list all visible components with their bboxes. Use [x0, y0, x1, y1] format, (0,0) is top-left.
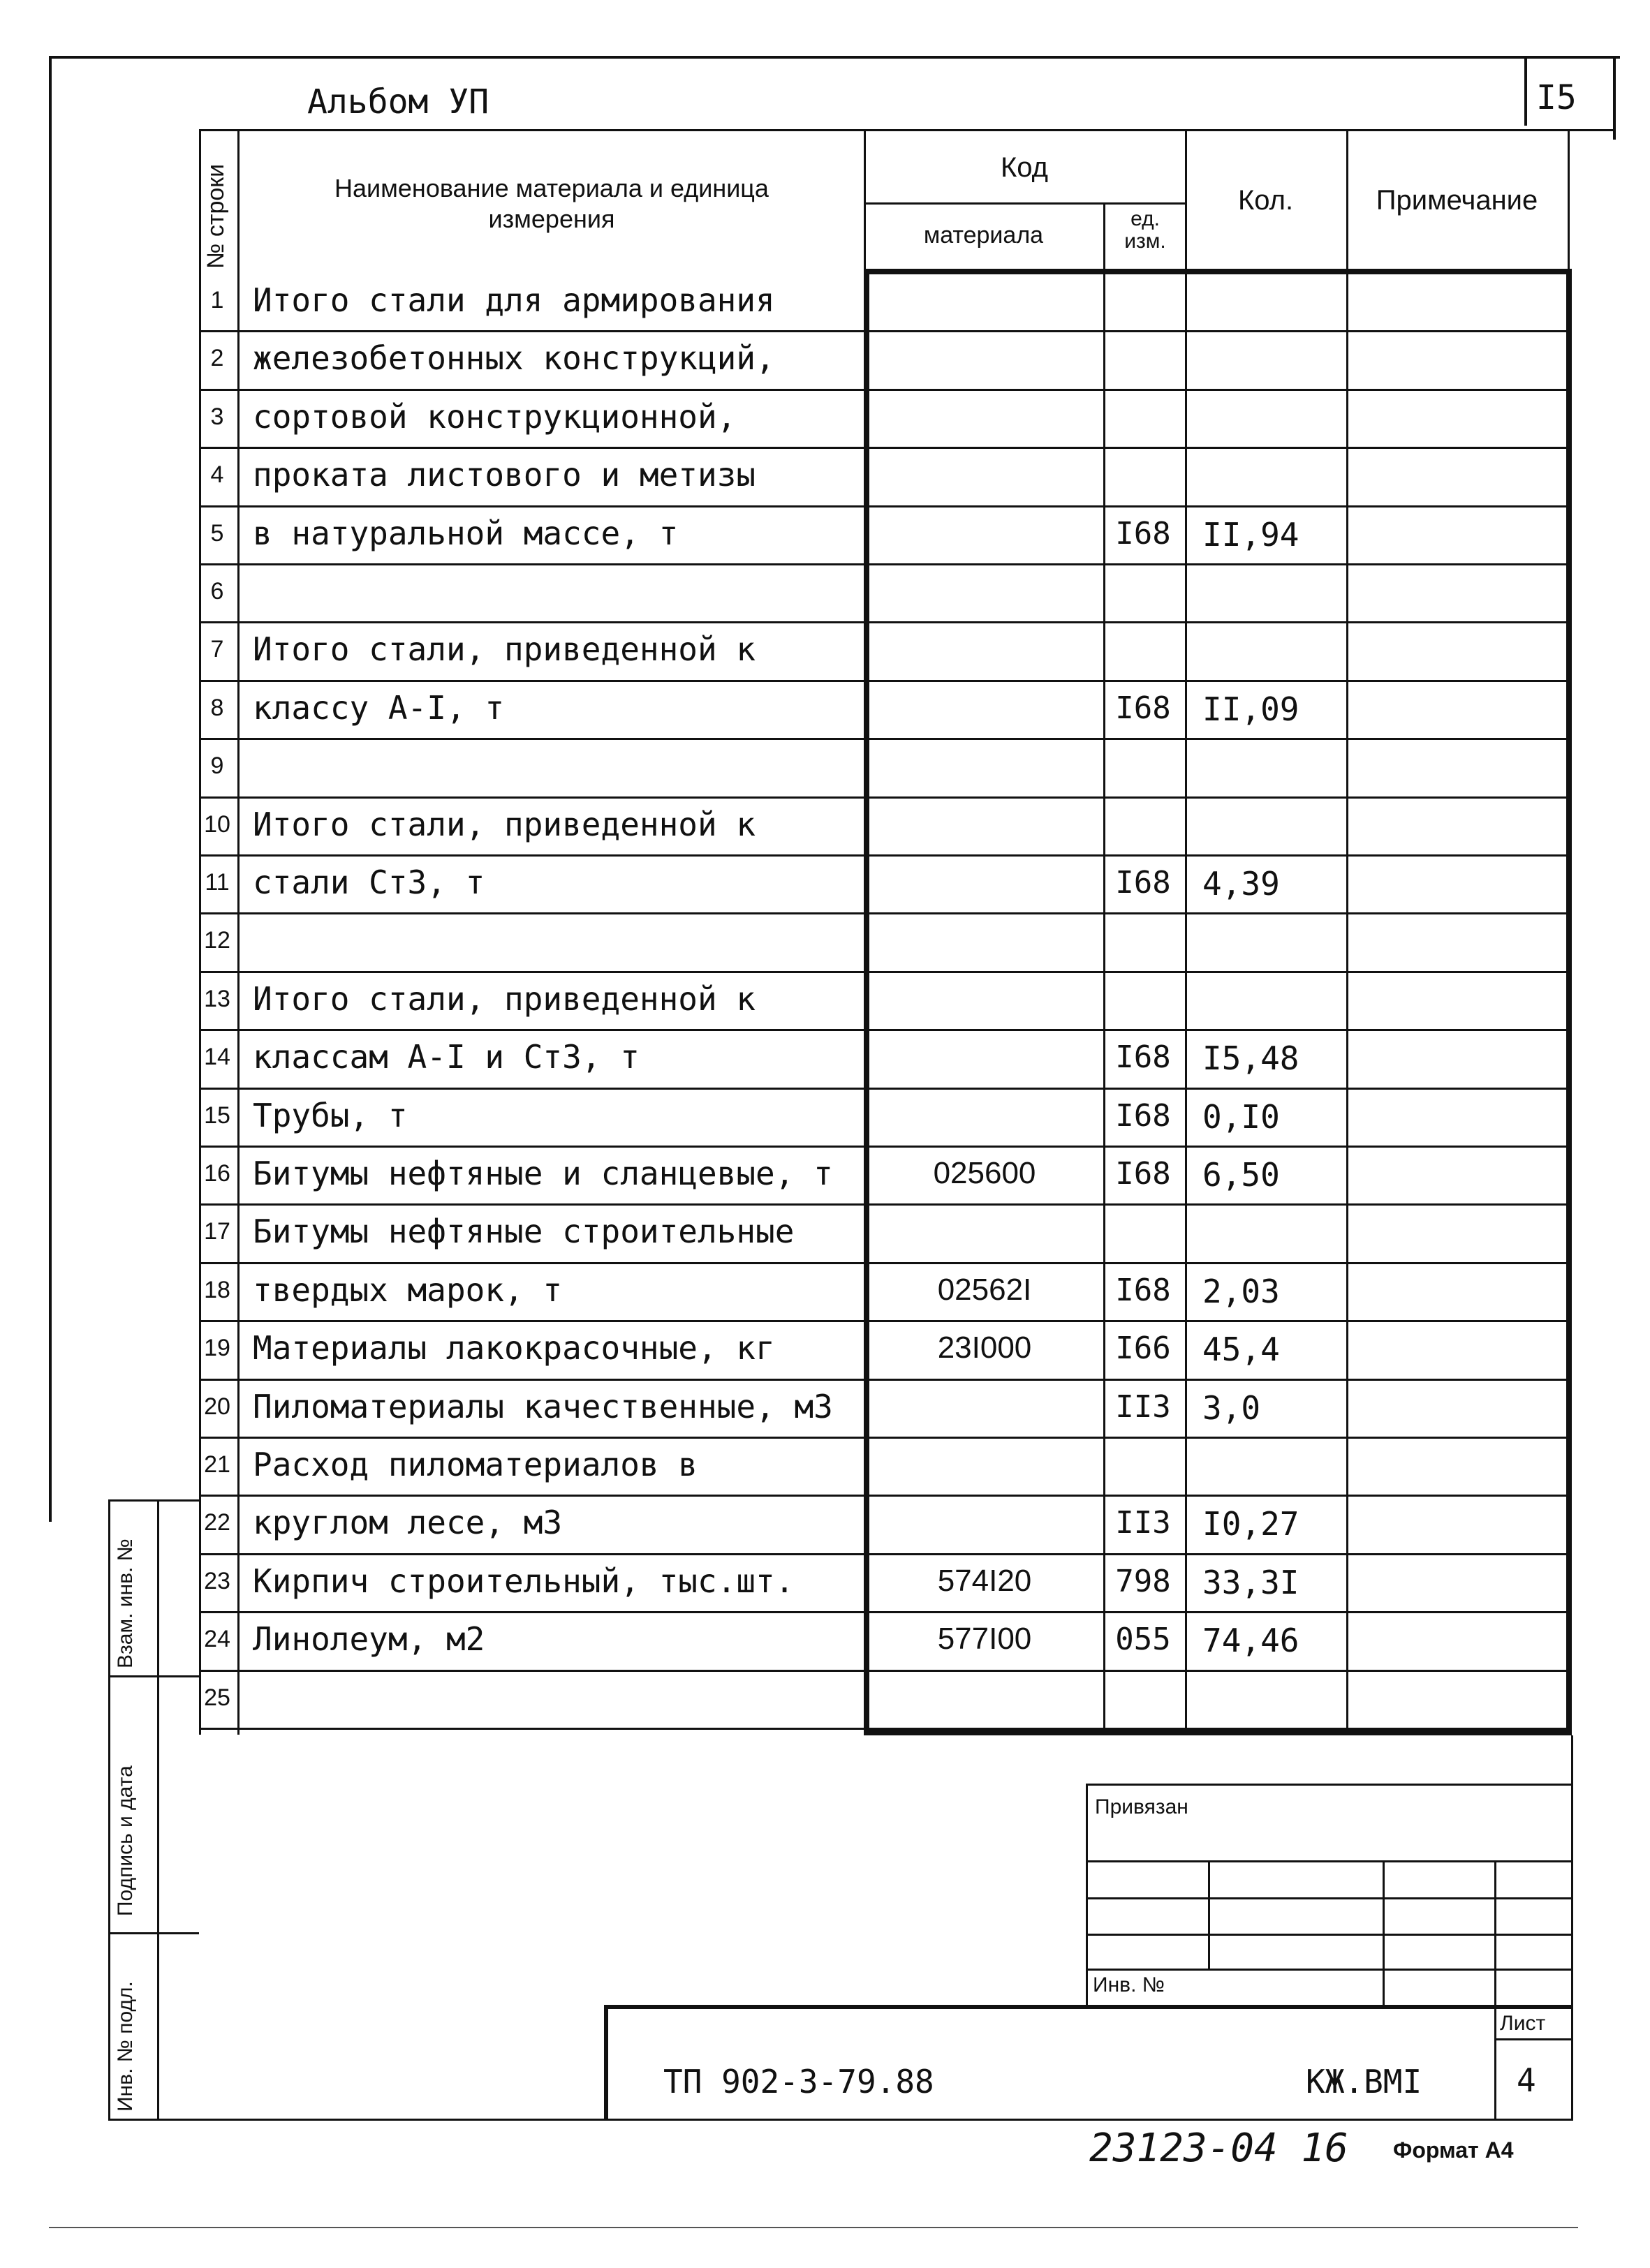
unit-code: 798 [1115, 1564, 1171, 1599]
note-header: Примечание [1376, 185, 1538, 216]
unit-code: 055 [1115, 1622, 1171, 1657]
material-name: железобетонных конструкций, [253, 339, 775, 377]
vzam-inv-label: Взам. инв. № [114, 1539, 137, 1668]
table-row [0, 1555, 1650, 1614]
material-name: Битумы нефтяные строительные [253, 1213, 795, 1250]
table-row [0, 1090, 1650, 1148]
page-bottom-rule [49, 2227, 1578, 2228]
material-header: материала [923, 222, 1044, 249]
privyazan-label: Привязан [1095, 1795, 1188, 1818]
material-name: в натуральной массе, т [253, 514, 679, 552]
unit-code: II3 [1115, 1389, 1171, 1425]
material-name: классам А-I и Ст3, т [253, 1038, 640, 1076]
material-name: Итого стали, приведенной к [253, 980, 756, 1018]
row-number-header: № строки [202, 163, 229, 269]
unit-code: I68 [1115, 1039, 1171, 1075]
sheet-number: 4 [1517, 2061, 1536, 2099]
table-row [0, 682, 1650, 741]
row-number: 9 [210, 753, 224, 779]
body-top-thick [864, 269, 1570, 274]
unit-code: I68 [1115, 865, 1171, 900]
page-number-box-left [1524, 56, 1527, 126]
page-number: I5 [1536, 78, 1577, 117]
material-name: Трубы, т [253, 1097, 408, 1134]
side-panel-div2 [108, 1932, 199, 1934]
tb-grid-h3 [1086, 1934, 1571, 1936]
tb-grid-v3 [1494, 1860, 1496, 2119]
tb-grid-h1 [1086, 1860, 1571, 1862]
quantity: 6,50 [1202, 1156, 1280, 1194]
side-panel-div1 [108, 1675, 199, 1677]
material-code: 025600 [933, 1156, 1036, 1190]
tb-code-top [604, 2005, 1571, 2009]
tb-grid-v1 [1208, 1860, 1210, 1969]
material-name: Пиломатериалы качественные, м3 [253, 1388, 833, 1425]
row-number: 3 [210, 403, 224, 430]
unit-code: II3 [1115, 1505, 1171, 1541]
table-row [0, 274, 1650, 333]
unit-code: I68 [1115, 1098, 1171, 1134]
material-name: стали Ст3, т [253, 864, 485, 901]
side-panel-left [108, 1499, 110, 2121]
table-row [0, 391, 1650, 450]
quantity: I0,27 [1202, 1505, 1299, 1543]
table-row [0, 623, 1650, 682]
material-name: Кирпич строительный, тыс.шт. [253, 1562, 795, 1600]
table-row [0, 332, 1650, 391]
frame-top-line [49, 56, 1620, 59]
table-row [0, 857, 1650, 915]
row-number: 21 [204, 1451, 230, 1478]
doc-mark: КЖ.ВМI [1306, 2063, 1422, 2100]
row-number: 13 [204, 986, 230, 1012]
material-name: Итого стали для армирования [253, 281, 775, 319]
material-name: Линолеум, м2 [253, 1620, 485, 1658]
quantity: II,09 [1202, 690, 1299, 728]
row-number: 12 [204, 927, 230, 954]
table-row [0, 740, 1650, 799]
tb-privyazan-left [1086, 1784, 1088, 2007]
note-col-right [1568, 129, 1570, 269]
tb-privyazan-top [1086, 1784, 1571, 1786]
material-code: 02562I [937, 1273, 1032, 1307]
row-number: 20 [204, 1393, 230, 1420]
tb-grid-h2 [1086, 1897, 1571, 1899]
unit-header: ед. изм. [1124, 207, 1166, 253]
row-number: 8 [210, 695, 224, 721]
unit-code: I66 [1115, 1331, 1171, 1366]
tb-grid-h4 [1086, 1969, 1571, 1971]
row-number: 17 [204, 1218, 230, 1245]
album-title: Альбом УП [307, 82, 489, 121]
material-name: проката листового и метизы [253, 456, 756, 494]
table-row [0, 1322, 1650, 1381]
inv-no-label: Инв. № [1093, 1973, 1165, 1996]
material-code: 574I20 [937, 1564, 1032, 1598]
material-code: 577I00 [937, 1622, 1032, 1656]
format-label: Формат А4 [1393, 2137, 1514, 2163]
row-number: 2 [210, 345, 224, 371]
table-row [0, 799, 1650, 857]
podpis-data-label: Подпись и дата [114, 1765, 137, 1916]
side-panel-inner [157, 1499, 159, 2121]
table-row [0, 1031, 1650, 1090]
tb-code-left [604, 2005, 608, 2121]
row-number: 4 [210, 461, 224, 488]
table-row [0, 1439, 1650, 1497]
row-number: 18 [204, 1277, 230, 1303]
quantity: I5,48 [1202, 1039, 1299, 1077]
inv-podl-label: Инв. № подл. [114, 1981, 137, 2112]
table-row [0, 449, 1650, 507]
row-number: 7 [210, 636, 224, 662]
table-row [0, 1148, 1650, 1206]
quantity: 33,3I [1202, 1564, 1299, 1601]
quantity: 4,39 [1202, 865, 1280, 903]
unit-code: I68 [1115, 1273, 1171, 1308]
material-name: круглом лесе, м3 [253, 1504, 563, 1541]
code-header: Код [1000, 152, 1048, 183]
material-name: классу А-I, т [253, 689, 505, 727]
row-number: 10 [204, 811, 230, 838]
row-number: 11 [205, 869, 230, 896]
sheet-label: Лист [1500, 2012, 1546, 2035]
table-row [0, 1381, 1650, 1439]
row-number: 19 [204, 1335, 230, 1361]
side-panel-top [108, 1499, 199, 1502]
row-number: 14 [204, 1044, 230, 1070]
table-row [0, 1264, 1650, 1323]
row-number: 5 [210, 520, 224, 547]
body-bottom-thick [864, 1730, 1570, 1735]
table-row [0, 973, 1650, 1032]
side-panel-bottom [108, 2119, 1571, 2121]
table-row [0, 1613, 1650, 1672]
row-number: 23 [204, 1568, 230, 1594]
row-number: 15 [204, 1102, 230, 1129]
frame-right-line [1613, 56, 1616, 140]
unit-code: I68 [1115, 1156, 1171, 1192]
material-name: твердых марок, т [253, 1271, 563, 1309]
material-name: Материалы лакокрасочные, кг [253, 1329, 775, 1367]
material-name: Итого стали, приведенной к [253, 630, 756, 668]
doc-code: ТП 902-3-79.88 [663, 2063, 934, 2100]
header-bottom-line [199, 129, 1613, 131]
row-number: 22 [204, 1509, 230, 1536]
row-number: 1 [210, 287, 224, 313]
quantity: 0,I0 [1202, 1098, 1280, 1136]
mat-col-right [1103, 202, 1105, 269]
table-row [0, 1206, 1650, 1264]
quantity: II,94 [1202, 516, 1299, 554]
tb-right-edge [1571, 1735, 1573, 2121]
row-number: 6 [210, 578, 224, 605]
quantity: 2,03 [1202, 1273, 1280, 1310]
tb-sheet-label-line [1494, 2038, 1571, 2040]
row-number: 16 [204, 1160, 230, 1187]
material-name: Расход пиломатериалов в [253, 1446, 698, 1483]
name-header: Наименование материала и единица измерения [334, 174, 769, 233]
row-number: 24 [204, 1626, 230, 1652]
qty-header: Кол. [1237, 185, 1294, 216]
table-row [0, 507, 1650, 566]
unit-code: I68 [1115, 690, 1171, 726]
tb-grid-v2 [1383, 1860, 1385, 2007]
unit-code: I68 [1115, 516, 1171, 551]
table-row [0, 565, 1650, 624]
material-name: сортовой конструкционной, [253, 398, 737, 436]
quantity: 74,46 [1202, 1622, 1299, 1659]
handwritten-number: 23123-04 16 [1089, 2126, 1348, 2171]
material-name: Битумы нефтяные и сланцевые, т [253, 1155, 833, 1192]
table-row [0, 1672, 1650, 1730]
table-row [0, 1497, 1650, 1555]
row-number: 25 [204, 1684, 230, 1711]
material-code: 23I000 [937, 1331, 1032, 1365]
quantity: 3,0 [1202, 1389, 1261, 1427]
material-name: Итого стали, приведенной к [253, 806, 756, 843]
table-row [0, 914, 1650, 973]
code-sub-divider [864, 202, 1185, 205]
quantity: 45,4 [1202, 1331, 1280, 1368]
